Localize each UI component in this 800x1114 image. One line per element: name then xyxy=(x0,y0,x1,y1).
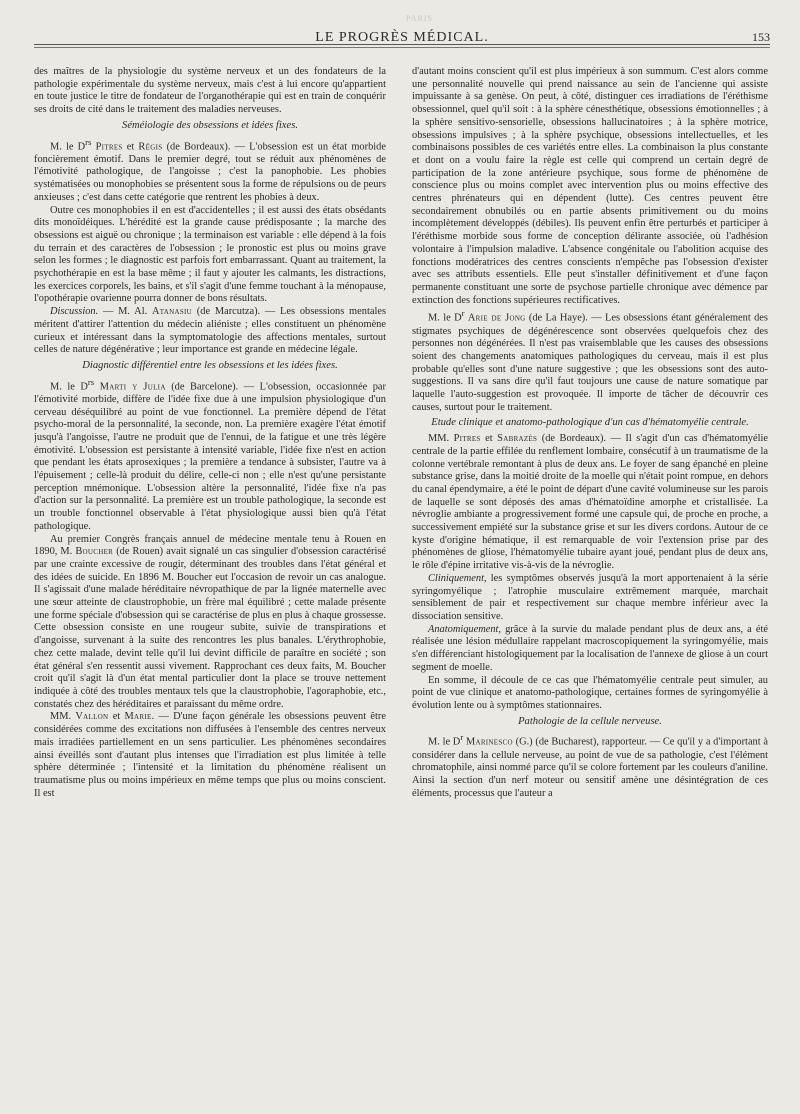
library-stamp: PARIS xyxy=(406,14,433,23)
section-heading: Séméiologie des obsessions et idées fixes. xyxy=(122,119,298,131)
page-number: 153 xyxy=(752,30,770,44)
header-rule xyxy=(34,47,770,48)
paragraph: Discussion. — M. Al. Atanasiu (de Marcutza). — Les obsessions mentales méritent d'attirer l'attention du médecin aliéniste ; elles constituent un phénomène curieux et intéressant dans la symptomatologie des affections mentales, surtout celles de nature dégénérative ; leur importance est grande en médecine légale. xyxy=(34,306,386,356)
paragraph: En somme, il découle de ce cas que l'hématomyélie centrale peut simuler, au point de vue clinique et anatomo-pathologique, certaines formes de syringomyélie à évolution lente ou à symptômes stationnaires. xyxy=(412,674,768,711)
right-column xyxy=(412,66,768,1106)
paragraph: Anatomiquement, grâce à la survie du malade pendant plus de deux ans, a été réalisée une lésion médullaire rappelant macroscopiquement la syringomyélie, mais s'en différenciant histologiquement par la localisation de l'annexe de gliose à un court segment de moelle. xyxy=(412,623,768,673)
section-heading: Pathologie de la cellule nerveuse. xyxy=(518,715,662,727)
paragraph: M. le $D^{rs}$ Pitres et Régis (de Bordeaux). — L'obsession est un état morbide foncièrement émotif. Dans le premier degré, tout se réduit aux phénomènes de l'émotivité pathologique, de l'angoisse ; c'est la panophobie. Les phobies systématisées ou monophobies se présentent sous la forme de répulsions ou de peurs anxieuses ; c'est dans cette catégorie que rentrent les phobies à deux. xyxy=(34,136,386,203)
paragraph: MM. Vallon et Marie. — D'une façon générale les obsessions peuvent être considérées comme des excitations non diffusées à l'ensemble des centres nerveux mais irradiées partiellement en un sens particulier. Les phénomènes secondaires ainsi éveillés sont d'autant plus intenses que l'irradiation est plus limitée à telle sphère déterminée ; l'intensité et la limitation du phénomène réalisent un traumatisme plus ou moins impérieux en même temps que plus ou moins conscient. Il est xyxy=(34,711,386,799)
section-heading: Diagnostic différentiel entre les obsessions et les idées fixes. xyxy=(82,359,338,371)
paragraph: Au premier Congrès français annuel de médecine mentale tenu à Rouen en 1890, M. Boucher (de Rouen) avait signalé un cas singulier d'obsession caractérisé par une crainte excessive de rougir, déterminant des troubles dans l'état général et des idées de suicide. En 1896 M. Boucher eut l'occasion de revoir un cas analogue. Il s'agissait d'une malade héréditaire névropathique de par la lignée maternelle avec une sœur atteinte de claustrophobie, un frère mal équilibré ; cette malade présente une forme spéciale d'obsession qui se caractérise de plus en plus à chaque grossesse. Cette obsession consiste en une rougeur subite, suivie de transpirations et d'angoisse, survenant à la suite des rencontres les plus banales. L'érythrophobie, chez cette malade, devint telle qu'il lui devint difficile de paraître en société ; son état général s'en ressentit aussi vivement. Rapprochant ces deux faits, M. Boucher croit qu'il s'agit là d'un état mental particulier dont la place se trouve nettement indiquée à côté des troubles mentaux tels que la claustrophobie, l'agoraphobie, etc., constatés chez des héréditaires et paraissant du même ordre. xyxy=(34,533,386,710)
paragraph: d'autant moins conscient qu'il est plus impérieux à son summum. C'est alors comme une personnalité nouvelle qui prend naissance au sein de l'ancienne qui assiste impuissante à sa genèse. On peut, à côté, distinguer ces irradiations de l'éréthisme obsessionnel, quel qu'il soit : à la sphère cénesthétique, obsessions émotionnelles ; à la sphère sensitivo-sensorielle, obsessions hallucinatoires ; à la sphère motrice, obsessions impulsives ; à la sphère psychique, obsessions intellectuelles, et les combinaisons possibles de ces variétés entre elles. La combinaison la plus constante et dont on a voulu faire la règle est celle qui comprend un certain degré de participation de la zone antérieure psychique, sous forme de phénomène de conscience plus ou moins complet avec intervention plus ou moins effective des centres phrénateurs qui en dépendent (lutte). Ces centres peuvent être secondairement obnubilés ou en partie absents primitivement ou du moins incomplètement développés (débiles). Ils peuvent enfin être perturbés et participer à l'éréthisme morbide sous forme de conception délirante associée, où l'adhésion volontaire à l'impulsion maladive. L'absence congénitale ou l'abolition acquise des fonctions modératrices des centres conscients n'empêche pas l'obsession d'exister avec ses attributs essentiels. Elle peut s'installer définitivement et d'une façon permanente constituant une sorte de psychose partielle chronique avec démence par extinction des fonctions supérieures rectificatives. xyxy=(412,66,768,306)
paragraph: MM. Pitres et Sabrazès (de Bordeaux). — Il s'agit d'un cas d'hématomyélie centrale de la partie effilée du renflement lombaire, consécutif à un traumatisme de la colonne vertébrale remontant à plus de deux ans. Le foyer de sang épanché en pleine substance grise, dans la moitié droite de la moelle qui n'était point rompue, en dehors du canal épendymaire, a été le point de départ d'une cavité volumineuse sur les parois de laquelle se sont déposés des amas d'hématoïdine amorphe et cristallisée. La névroglie ambiante a progressivement formé une capsule qui, de proche en proche, a successivement empiété sur la substance grise et sur les divers cordons. Autour de ce kyste d'origine hématique, il est remarquable de voir l'extension prise par des phénomènes de gliose, l'hématomyélie tubaire ayant joué, pendant plus de deux ans, le rôle d'épine irritative vis-à-vis de la névroglie. xyxy=(412,433,768,572)
paragraph: Outre ces monophobies il en est d'accidentelles ; il est aussi des états obsédants dits monoïdéiques. L'hérédité est la grande cause prédisposante ; la marche des obsessions est aiguë ou chronique ; la terminaison est variable : elle dépend à la fois du terrain et des caractères de l'obsession ; le pronostic est plus ou moins grave selon les formes ; le diagnostic est parfois fort embarrassant. Quant au traitement, la psychothérapie en est la base même ; il faut y ajouter les calmants, les distractions, les exercices corporels, les bains, et s'il s'agit d'une femme touchant à la ménopause, l'opothérapie ovarienne pourra donner de bons résultats. xyxy=(34,204,386,305)
paragraph: M. le $D^r$ Marinesco (G.) (de Bucharest), rapporteur. — Ce qu'il y a d'important à considérer dans la cellule nerveuse, au point de vue de sa pathologie, c'est l'élément chromatophile, ainsi nommé parce qu'il se colore fortement par les couleurs d'aniline. Ainsi la section d'un nerf moteur ou sensitif amène une désintégration de ces éléments, processus que l'auteur a xyxy=(412,732,768,799)
section-heading: Etude clinique et anatomo-pathologique d'un cas d'hématomyélie centrale. xyxy=(431,417,749,429)
paragraph: Cliniquement, les symptômes observés jusqu'à la mort apportenaient à la série syringomyélique ; l'atrophie musculaire extrêmement marquée, marchait sensiblement de pair et respectivement sur chaque membre inférieur avec la dissociation sensitive. xyxy=(412,572,768,622)
left-column xyxy=(34,66,386,1106)
paragraph: M. le $D^r$ Arie de Jong (de La Haye). — Les obsessions étant généralement des stigmates psychiques de dégénérescence sont observées quelquefois chez des personnes non dégénérées. Il n'est pas vraisemblable que les causes des obsessions soient des changements anatomiques pathologiques du cerveau, mais il est plus probable qu'elles sont d'une nature suggestive ; que les obsessions sont des auto-suggestions. Il va sans dire qu'il faut toujours une cause de nature somatique par laquelle l'auto-suggestion est provoquée. Il importe de tâcher de découvrir ces causes, surtout pour le traitement. xyxy=(412,308,768,413)
paragraph: M. le $D^{rs}$ Marti y Julia (de Barcelone). — L'obsession, occasionnée par l'émotivité morbide, diffère de l'idée fixe due à une impulsion physiologique d'un cerveau déséquilibré au point de vue fonctionnel. La première dépend de l'état psycho-moral de la personnalité, la seconde, non. La première exagère l'état émotif jusqu'à l'angoisse, l'autre ne produit que de l'ennui, de la fatigue et une très légère émotivité. L'obsession est persistante à intensité variable, l'idée fixe n'est en action que pendant les états aprosexiques ; la première a tendance à subsister, l'autre va à l'épuisement ; celle-là produit du délire, celle-ci non ; elle n'est qu'une persistante perception mnémonique. L'obsession altère la personnalité, l'idée fixe n'a pas d'action sur la personnalité. La première est un trouble pathologique, la seconde est un trouble fonctionnel observable à l'état physiologique aussi bien qu'à l'état pathologique. xyxy=(34,376,386,532)
running-title: LE PROGRÈS MÉDICAL. xyxy=(315,30,489,45)
page-header xyxy=(34,10,770,45)
paragraph: des maîtres de la physiologie du système nerveux et un des fondateurs de la pathologie expérimentale du système nerveux, mais c'est à lui encore qu'appartient en toute justice le titre de fondateur de l'organothérapie qui est en train de conquérir ses droits de cité dans le traitement des maladies nerveuses. xyxy=(34,66,386,116)
